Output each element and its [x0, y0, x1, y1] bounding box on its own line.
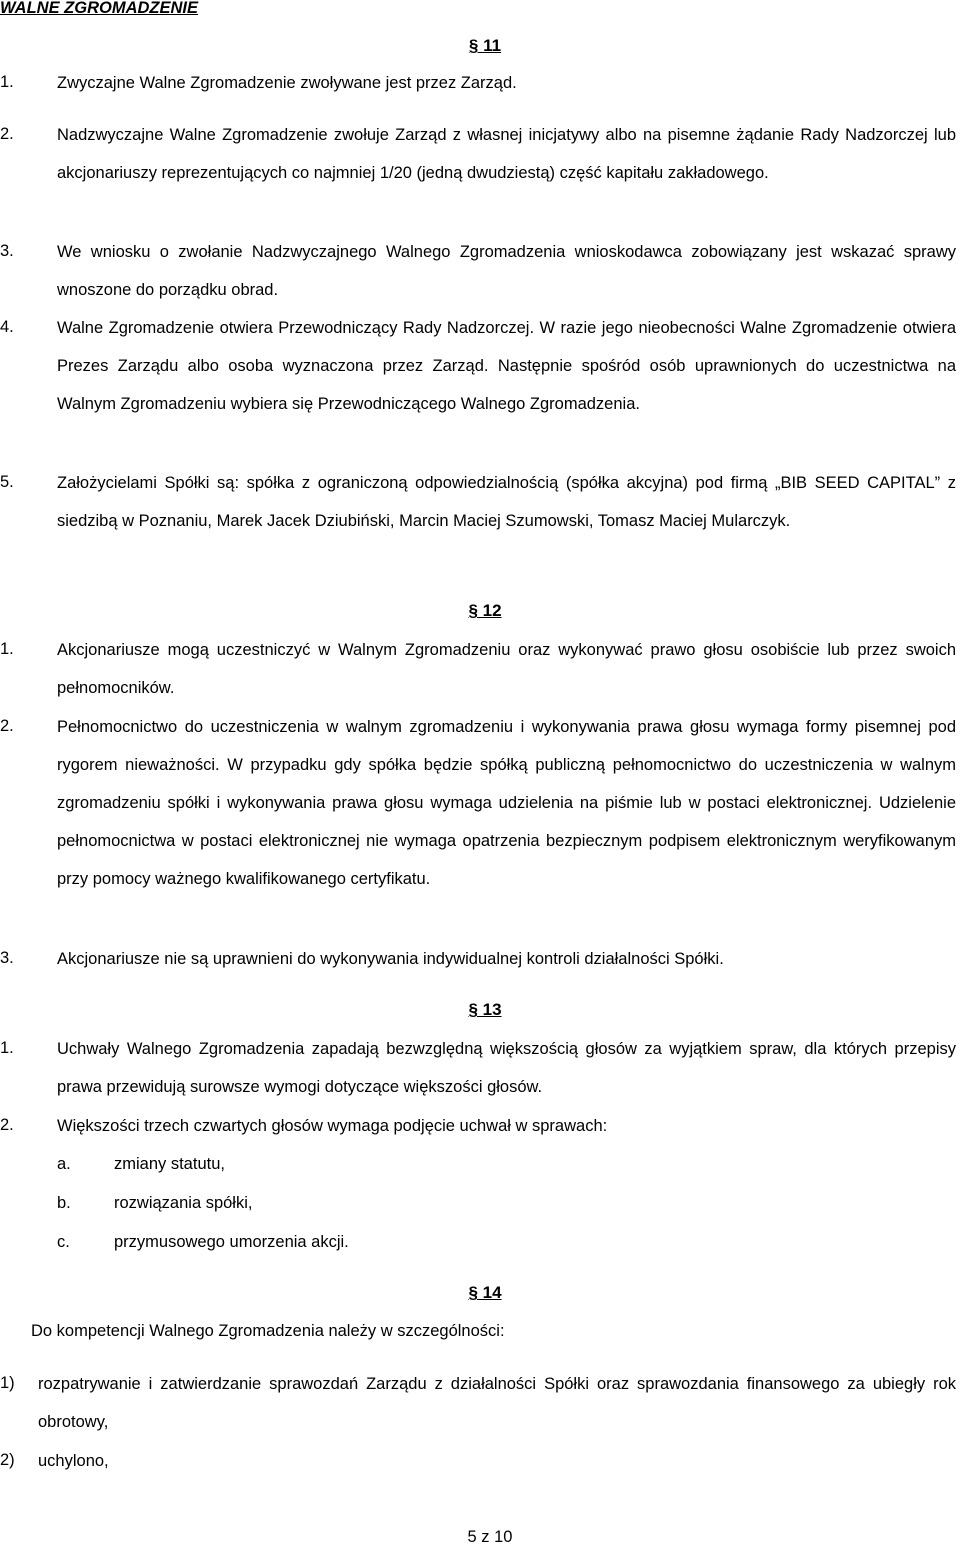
section-title-11: § 11	[468, 36, 502, 55]
section-title-13: § 13	[468, 1000, 502, 1019]
document-page: WALNE ZGROMADZENIE § 11 1. Zwyczajne Walne Zgromadzenie zwoływane jest przez Zarząd. 2. Nadzwyczajne Walne Zgromadzenie zwołuje Zarząd z własnej inicjatywy albo na pisemne żądanie Rady Nadzorczej lub akcjonariuszy reprezentujących co najmniej 1/20 (jedną dwudziestą) część kapitału zakładowego. 3. We wniosku o zwołanie Nadzwyczajnego Walnego Zgromadzenia wnioskodawca zobowiązany jest wskazać sprawy wnoszone do porządku obrad. 4. Walne Zgromadzenie otwiera Przewodniczący Rady Nadzorczej. W razie jego nieobecności Walne Zgromadzenie otwiera Prezes Zarządu albo osoba wyznaczona przez Zarząd. Następnie spośród osób uprawnionych do uczestnictwa na Walnym Zgromadzeniu wybiera się Przewodniczącego Walnego Zgromadzenia. 5. Założycielami Spółki są: spółka z ograniczoną odpowiedzialnością (spółka akcyjna) pod firmą „BIB SEED CAPITAL” z siedzibą w Poznaniu, Marek Jacek Dziubiński, Marcin Maciej Szumowski, Tomasz Maciej Mularczyk. § 12 1. Akcjonariusze mogą uczestniczyć w Walnym Zgromadzeniu oraz wykonywać prawo głosu osobiście lub przez swoich pełnomocników. 2. Pełnomocnictwo do uczestniczenia w walnym zgromadzeniu i wykonywania prawa głosu wymaga formy pisemnej pod rygorem nieważności. W przypadku gdy spółka będzie spółką publiczną pełnomocnictwo do uczestniczenia w walnym zgromadzeniu spółki i wykonywania prawa głosu wymaga udzielenia na piśmie lub w postaci elektronicznej. Udzielenie pełnomocnictwa w postaci elektronicznej nie wymaga opatrzenia bezpiecznym podpisem elektronicznym weryfikowanym przy pomocy ważnego kwalifikowanego certyfikatu. 3. Akcjonariusze nie są uprawnieni do wykonywania indywidualnej kontroli działalności Spółki. § 13 1. Uchwały Walnego Zgromadzenia zapadają bezwzględną większością głosów za wyjątkiem spraw, dla których przepisy prawa przewidują surowsze wymogi dotyczące większości głosów. 2. Większości trzech czwartych głosów wymaga podjęcie uchwał w sprawach: a. zmiany statutu, b. rozwiązania spółki, c. przymusowego umorzenia akcji. § 14 Do kompetencji Walnego Zgromadzenia należy w szczególności: 1) rozpatrywanie i zatwierdzanie sprawozdań Zarządu z działalności Spółki oraz sprawozdania finansowego za ubiegły rok obrotowy, 2) uchylono, 5 z 10	[0, 0, 960, 1551]
section-title-14: § 14	[468, 1283, 502, 1302]
document-heading: WALNE ZGROMADZENIE	[0, 0, 198, 17]
section-title-12: § 12	[468, 601, 502, 620]
page-number: 5 z 10	[467, 1528, 513, 1546]
s14-intro: Do kompetencji Walnego Zgromadzenia należy w szczególności:	[31, 1322, 505, 1340]
